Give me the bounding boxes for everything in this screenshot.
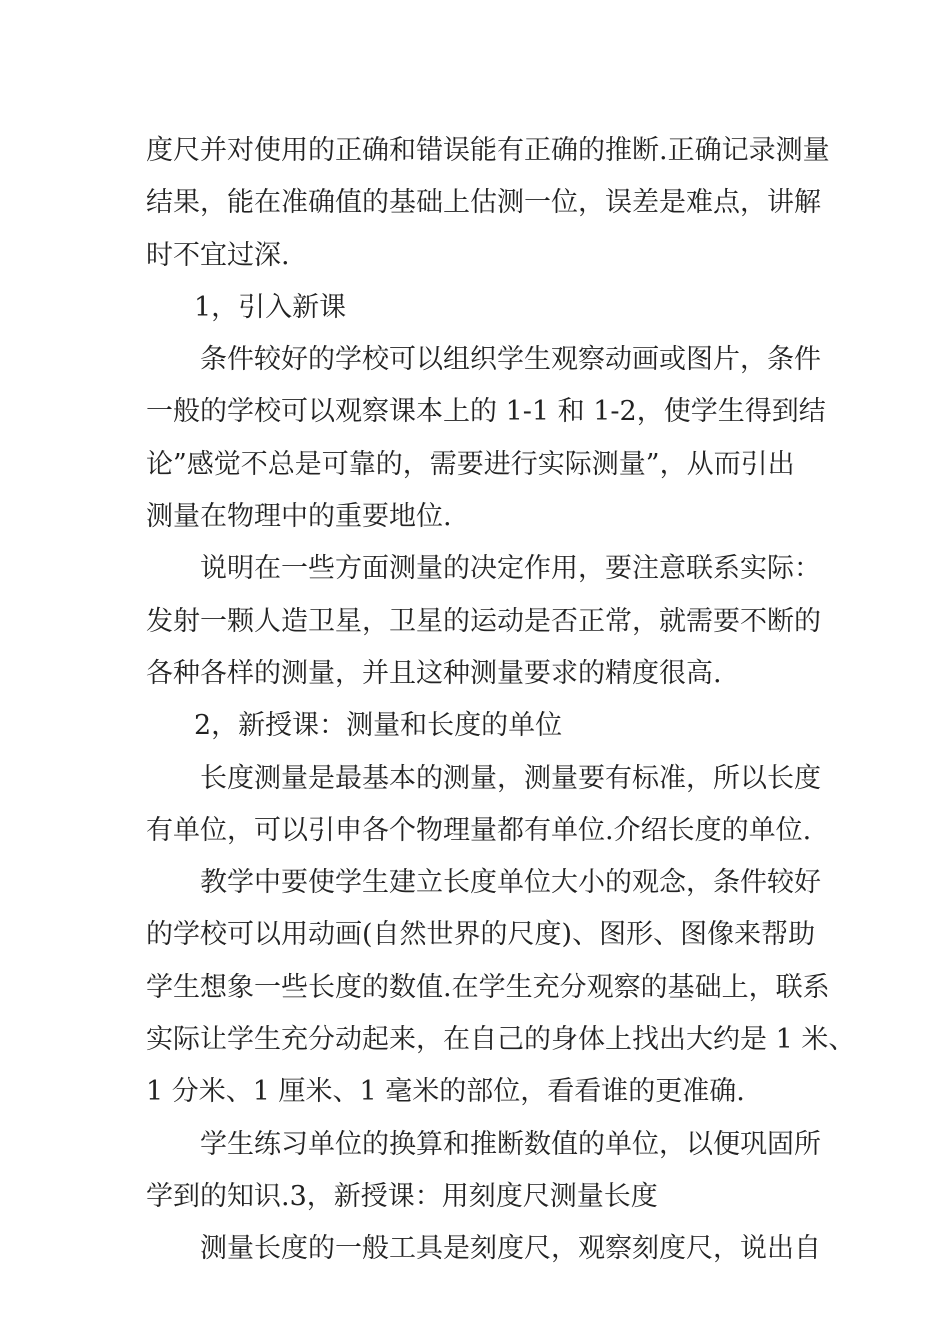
document-body	[146, 125, 856, 1276]
paragraph-start-line: 学生练习单位的换算和推断数值的单位，以便巩固所	[200, 1128, 821, 1160]
text-line: 发射一颗人造卫星，卫星的运动是否正常，就需要不断的	[146, 605, 821, 637]
text-line: 测量在物理中的重要地位.	[146, 501, 452, 533]
text-line: 实际让学生充分动起来，在自己的身体上找出大约是 1 米、	[146, 1024, 856, 1056]
text-line: 1 分米、1 厘米、1 毫米的部位，看看谁的更准确.	[146, 1076, 745, 1108]
text-line: 度尺并对使用的正确和错误能有正确的推断.正确记录测量	[146, 135, 830, 166]
text-line: 学到的知识.3，新授课：用刻度尺测量长度	[146, 1180, 658, 1212]
paragraph-start-line: 条件较好的学校可以组织学生观察动画或图片，条件	[200, 344, 821, 376]
text-line: 各种各样的测量，并且这种测量要求的精度很高.	[146, 657, 722, 689]
text-line: 学生想象一些长度的数值.在学生充分观察的基础上，联系	[146, 971, 830, 1003]
paragraph-start-line: 长度测量是最基本的测量，测量要有标准，所以长度	[200, 762, 821, 794]
paragraph-start-line: 说明在一些方面测量的决定作用，要注意联系实际：	[200, 553, 821, 585]
text-line: 结果，能在准确值的基础上估测一位，误差是难点，讲解	[146, 187, 821, 219]
paragraph-start-line: 教学中要使学生建立长度单位大小的观念，条件较好	[200, 867, 821, 899]
section-heading: 1，引入新课	[194, 291, 347, 323]
section-heading: 2，新授课：测量和长度的单位	[194, 710, 563, 742]
text-line: 论”感觉不总是可靠的，需要进行实际测量”，从而引出	[146, 448, 795, 480]
paragraph-start-line: 测量长度的一般工具是刻度尺，观察刻度尺，说出自	[200, 1233, 821, 1265]
text-line: 有单位，可以引申各个物理量都有单位.介绍长度的单位.	[146, 814, 812, 846]
text-line: 时不宜过深.	[146, 239, 290, 271]
text-line: 一般的学校可以观察课本上的 1-1 和 1-2，使学生得到结	[146, 396, 826, 428]
text-line: 的学校可以用动画(自然世界的尺度)、图形、图像来帮助	[146, 919, 816, 951]
